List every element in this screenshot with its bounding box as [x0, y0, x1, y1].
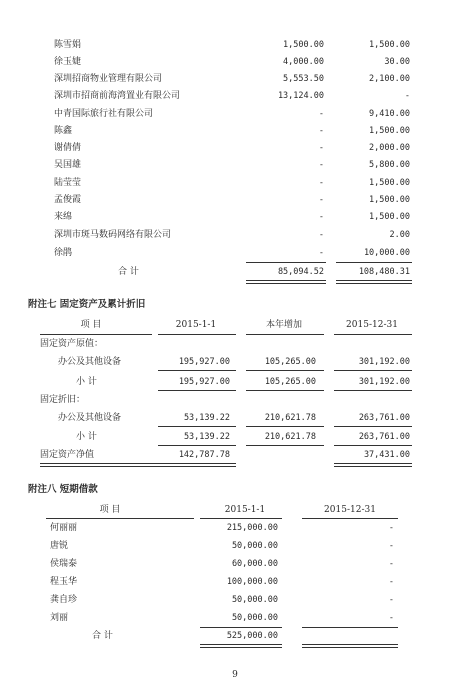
s7-row-name: 小 计	[76, 432, 97, 442]
s6-row-b: 1,500.00	[369, 126, 410, 136]
s6-total-label: 合 计	[118, 267, 139, 277]
s8-row-b: -	[388, 523, 394, 533]
total-double-rule	[302, 644, 398, 648]
s6-row-a: -	[318, 160, 324, 170]
total-rule	[246, 262, 326, 263]
s7-row-name: 固定资产原值：	[40, 339, 104, 349]
s6-row-name: 孟俊霞	[54, 195, 82, 205]
column-header: 本年增加	[265, 320, 302, 330]
s8-total-a: 525,000.00	[226, 631, 278, 641]
s8-row-a: 50,000.00	[231, 595, 278, 605]
subtotal-rule	[246, 390, 324, 391]
s6-row-b: 1,500.00	[369, 195, 410, 205]
s6-row-a: -	[318, 248, 324, 258]
subtotal-rule	[158, 370, 236, 371]
s7-value: 263,761.00	[358, 432, 410, 442]
s6-row-a: -	[318, 143, 324, 153]
s6-row-name: 徐鹃	[54, 248, 73, 258]
s6-row-a: -	[318, 212, 324, 222]
s7-value: 210,621.78	[264, 432, 316, 442]
s6-row-name: 中青国际旅行社有限公司	[54, 109, 154, 119]
s6-row-a: -	[318, 178, 324, 188]
s6-row-a: -	[318, 109, 324, 119]
s6-row-b: 1,500.00	[369, 40, 410, 50]
s7-row-name: 固定资产净值	[40, 450, 95, 460]
s7-value: 301,192.00	[358, 357, 410, 367]
column-header: 2015-12-31	[324, 505, 376, 515]
subtotal-rule	[334, 390, 412, 391]
s7-value: 210,621.78	[264, 413, 316, 423]
total-double-rule	[334, 463, 412, 467]
s7-value: 195,927.00	[178, 377, 230, 387]
subtotal-rule	[246, 370, 324, 371]
header-rule	[302, 518, 398, 519]
s6-row-name: 深圳市招商前海湾置业有限公司	[54, 91, 181, 101]
s6-total-a: 85,094.52	[277, 267, 324, 277]
total-double-rule	[200, 644, 282, 648]
s6-row-name: 陈鑫	[54, 126, 73, 136]
s8-row-a: 50,000.00	[231, 541, 278, 551]
s8-row-b: -	[388, 577, 394, 587]
s6-total-b: 108,480.31	[358, 267, 410, 277]
header-rule	[40, 334, 152, 335]
s6-row-a: 5,553.50	[283, 74, 324, 84]
total-double-rule	[246, 280, 326, 284]
s6-row-b: 5,800.00	[369, 160, 410, 170]
s6-row-b: 1,500.00	[369, 212, 410, 222]
s8-row-b: -	[388, 559, 394, 569]
s6-row-b: 30.00	[384, 57, 410, 67]
subtotal-rule	[158, 426, 236, 427]
header-rule	[200, 518, 282, 519]
s7-value: 53,139.22	[183, 413, 230, 423]
header-rule	[46, 518, 194, 519]
header-rule	[246, 334, 324, 335]
s6-row-b: 1,500.00	[369, 178, 410, 188]
s8-row-name: 唐锐	[50, 541, 69, 551]
subtotal-rule	[158, 445, 236, 446]
s6-row-name: 深圳招商物业管理有限公司	[54, 74, 163, 84]
column-header: 2015-1-1	[224, 505, 266, 515]
s7-row-name: 固定折旧：	[40, 395, 86, 405]
s6-row-a: -	[318, 230, 324, 240]
total-double-rule	[40, 463, 236, 467]
total-double-rule	[336, 280, 412, 284]
s6-row-name: 来绵	[54, 212, 73, 222]
s6-row-name: 深圳市斑马数码网络有限公司	[54, 230, 172, 240]
s6-row-name: 陆莹莹	[54, 178, 82, 188]
s8-row-a: 100,000.00	[226, 577, 278, 587]
s6-row-a: 13,124.00	[277, 91, 324, 101]
column-header: 2015-12-31	[346, 320, 398, 330]
s7-value: 105,265.00	[264, 357, 316, 367]
s6-row-name: 陈雪娟	[54, 40, 82, 50]
s6-row-a: -	[318, 195, 324, 205]
s8-row-name: 程玉华	[50, 577, 78, 587]
subtotal-rule	[246, 426, 324, 427]
s8-row-b: -	[388, 595, 394, 605]
subtotal-rule	[334, 426, 412, 427]
total-rule	[336, 262, 412, 263]
s6-row-a: 4,000.00	[283, 57, 324, 67]
total-rule	[302, 627, 398, 628]
header-rule	[334, 334, 412, 335]
page-number: 9	[232, 670, 238, 680]
s8-row-b: -	[388, 541, 394, 551]
s8-row-b: -	[388, 613, 394, 623]
subtotal-rule	[158, 390, 236, 391]
s6-row-b: 9,410.00	[369, 109, 410, 119]
subtotal-rule	[334, 370, 412, 371]
column-header: 项 目	[99, 505, 121, 515]
s7-row-name: 办公及其他设备	[58, 357, 122, 367]
header-rule	[158, 334, 236, 335]
section-title: 附注八 短期借款	[28, 484, 98, 495]
s6-row-b: 10,000.00	[363, 248, 410, 258]
s7-row-name: 办公及其他设备	[58, 413, 122, 423]
s8-total-label: 合 计	[92, 631, 113, 641]
s6-row-a: -	[318, 126, 324, 136]
s8-row-name: 侯瑞泰	[50, 559, 78, 569]
s7-value: 263,761.00	[358, 413, 410, 423]
s6-row-a: 1,500.00	[283, 40, 324, 50]
s7-row-name: 小 计	[76, 377, 97, 387]
s7-value: 142,787.78	[178, 450, 230, 460]
s7-value: 53,139.22	[183, 432, 230, 442]
column-header: 2015-1-1	[175, 320, 217, 330]
total-rule	[200, 627, 282, 628]
s8-row-a: 215,000.00	[226, 523, 278, 533]
s8-row-name: 龚自珍	[50, 595, 78, 605]
s8-row-name: 刘丽	[50, 613, 69, 623]
s8-row-a: 50,000.00	[231, 613, 278, 623]
s7-value: 37,431.00	[363, 450, 410, 460]
s6-row-name: 徐玉婕	[54, 57, 82, 67]
subtotal-rule	[334, 445, 412, 446]
s6-row-b: -	[404, 91, 410, 101]
s6-row-b: 2,000.00	[369, 143, 410, 153]
s8-row-a: 60,000.00	[231, 559, 278, 569]
column-header: 项 目	[80, 320, 102, 330]
s6-row-name: 谢倩倩	[54, 143, 82, 153]
s7-value: 195,927.00	[178, 357, 230, 367]
s7-value: 105,265.00	[264, 377, 316, 387]
s6-row-name: 吴国雄	[54, 160, 82, 170]
s6-row-b: 2.00	[389, 230, 410, 240]
s8-row-name: 何丽丽	[50, 523, 78, 533]
s6-row-b: 2,100.00	[369, 74, 410, 84]
subtotal-rule	[246, 445, 324, 446]
s7-value: 301,192.00	[358, 377, 410, 387]
section-title: 附注七 固定资产及累计折旧	[28, 299, 146, 310]
